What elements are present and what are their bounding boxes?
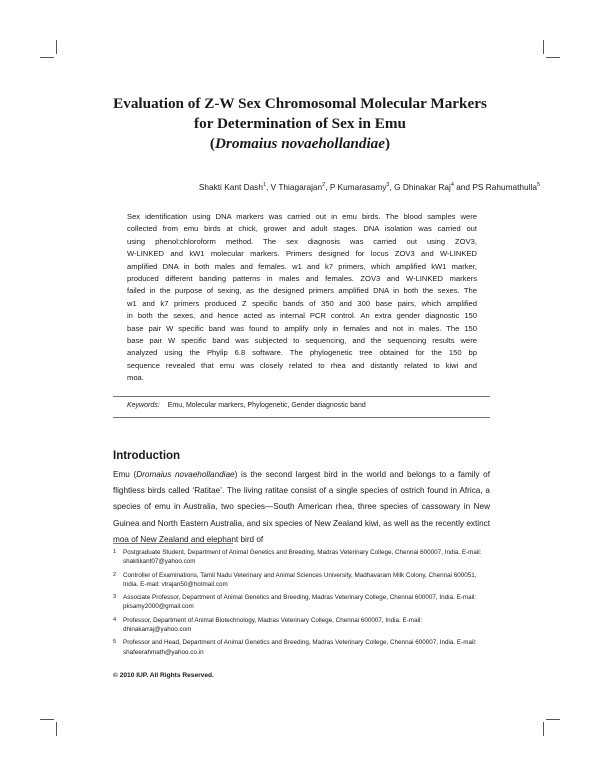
author-separator: , xyxy=(266,182,271,192)
footnote xyxy=(113,638,490,657)
author-affiliation-mark: 5 xyxy=(536,182,540,189)
title-line-2: for Determination of Sex in Emu xyxy=(194,115,406,132)
introduction-body xyxy=(113,467,490,548)
title-line-1: Evaluation of Z-W Sex Chromosomal Molecular Markers xyxy=(113,95,487,112)
crop-mark-top-left-h xyxy=(40,57,54,58)
footnote-text: Professor, Department of Animal Biotechnology, Madras Veterinary College, Chennai 600007, India. E-mail: dhinakarraj@yahoo.com xyxy=(123,616,423,634)
footnote xyxy=(113,548,490,567)
footnote xyxy=(113,571,490,590)
abstract-line: base pair W specific band was subjected to sequencing, and the sequencing results were xyxy=(127,336,477,346)
crop-mark-bottom-left-h xyxy=(40,719,54,720)
author-list xyxy=(120,182,540,192)
footnote-text: Postgraduate Student, Department of Animal Genetics and Breeding, Madras Veterinary College, Chennai 600007, India. E-mail: shaktikant07@yahoo.com xyxy=(123,549,482,566)
crop-mark-bottom-right-h xyxy=(546,719,560,720)
footnote-rule xyxy=(113,543,233,544)
footnote-number: 4 xyxy=(113,616,117,623)
author-affiliation-mark: 2 xyxy=(322,182,326,189)
keywords-bottom-rule xyxy=(113,417,490,418)
title-species: Dromaius novaehollandiae xyxy=(214,135,386,152)
footnote-number: 2 xyxy=(113,571,117,578)
intro-paragraph: Emu (Dromaius novaehollandiae) is the second largest bird in the world and belongs to a family of flightless birds called ‘Ratitae’. The living ratitae consist of a single species of ostrich found in Africa, a species of emu in Australia, two species—South American rhea, three species of cassowary in New Guinea and North Eastern Australia, and six species of New Zealand kiwi, as well as the recently extinct moa of New Zealand and elephant bird of xyxy=(113,470,491,544)
abstract-line: base pair W specific band was found to amplify only in females and not in males. The 150 xyxy=(127,323,477,333)
abstract-line: produced different banding patterns in males and females. ZOV3 and W-LINKED markers xyxy=(127,274,477,284)
footnote-number: 3 xyxy=(113,594,117,601)
section-heading-introduction: Introduction xyxy=(113,450,181,462)
abstract-line: amplified DNA in both males and females. w1 and k7 primers, which amplified kW1 marker, xyxy=(127,261,477,271)
abstract-line: sequence revealed that emu was closely related to rhea and distantly related to kiwi and xyxy=(127,360,477,370)
footnotes xyxy=(113,548,490,661)
crop-mark-top-left xyxy=(56,40,57,54)
abstract-line: collected from emu birds at chick, grower and adult stages. DNA isolation was carried out xyxy=(127,224,477,234)
paper-title xyxy=(60,94,540,154)
footnote xyxy=(113,593,490,612)
crop-mark-bottom-left xyxy=(56,722,57,736)
footnote-number: 5 xyxy=(113,639,117,646)
footnote xyxy=(113,616,490,635)
abstract-line: W-LINKED and kW1 molecular markers. Primers designed for locus ZOV3 and W-LINKED xyxy=(127,249,477,259)
author-name: Shakti Kant Dash xyxy=(198,182,263,192)
author-name: P Kumarasamy xyxy=(329,182,387,192)
author-affiliation-mark: 3 xyxy=(386,182,390,189)
abstract-line: in both the sexes, and hence acted as internal PCR control. An extra gender diagnostic 150 xyxy=(127,311,477,321)
keywords-label: Keywords: xyxy=(127,402,160,409)
footnote-text: Associate Professor, Department of Animal Genetics and Breeding, Madras Veterinary College, Chennai 600007, India. E-mail: pksamy2000@gmail.com xyxy=(123,594,477,611)
author-separator: and xyxy=(453,182,473,192)
crop-mark-bottom-right xyxy=(543,722,544,736)
abstract-line: w1 and k7 primers produced Z specific bands of 350 and 300 base pairs, which amplified xyxy=(127,298,477,308)
abstract-line: failed in the purpose of sexing, as the designed primers amplified DNA in both the sexes. The xyxy=(127,286,477,296)
author-name: G Dhinakar Raj xyxy=(394,182,451,192)
author-name: V Thiagarajan xyxy=(270,182,323,192)
author-separator: , xyxy=(325,182,330,192)
abstract-line: moa. xyxy=(127,373,144,383)
author-name: PS Rahumathulla xyxy=(472,182,537,192)
footnote-text: Professor and Head, Department of Animal Genetics and Breeding, Madras Veterinary College, Chennai 600007, India. E-mail: shafeerahmath@yahoo.co.in xyxy=(123,639,477,656)
keywords-text: Emu, Molecular markers, Phylogenetic, Gender diagnostic band xyxy=(167,402,366,409)
keywords xyxy=(127,402,366,409)
author-affiliation-mark: 4 xyxy=(450,182,454,189)
crop-mark-top-right xyxy=(543,40,544,54)
abstract-line: Sex identification using DNA markers was carried out in emu birds. The blood samples were xyxy=(127,212,477,221)
footnote-text: Controller of Examinations, Tamil Nadu Veterinary and Animal Sciences University, Madhavaram Milk Colony, Chennai 600051, India. E-mail: vtrajan50@hotmail.com xyxy=(123,571,477,588)
author-affiliation-mark: 1 xyxy=(262,182,267,189)
title-line-3: (Dromaius novaehollandiae) xyxy=(209,135,391,152)
abstract-line: analyzed using the Phylip 6.8 software. The phylogenetic tree obtained for the 150 bp xyxy=(127,348,477,358)
keywords-top-rule xyxy=(113,396,490,397)
abstract-line: using phenol:chloroform method. The sex diagnosis was carried out using ZOV3, xyxy=(127,236,477,246)
footnote-number: 1 xyxy=(113,549,117,555)
author-separator: , xyxy=(389,182,395,192)
crop-mark-top-right-h xyxy=(546,57,560,58)
intro-species: Dromaius novaehollandiae xyxy=(136,470,235,479)
copyright: © 2010 IUP. All Rights Reserved. xyxy=(113,672,214,679)
abstract xyxy=(127,211,477,385)
